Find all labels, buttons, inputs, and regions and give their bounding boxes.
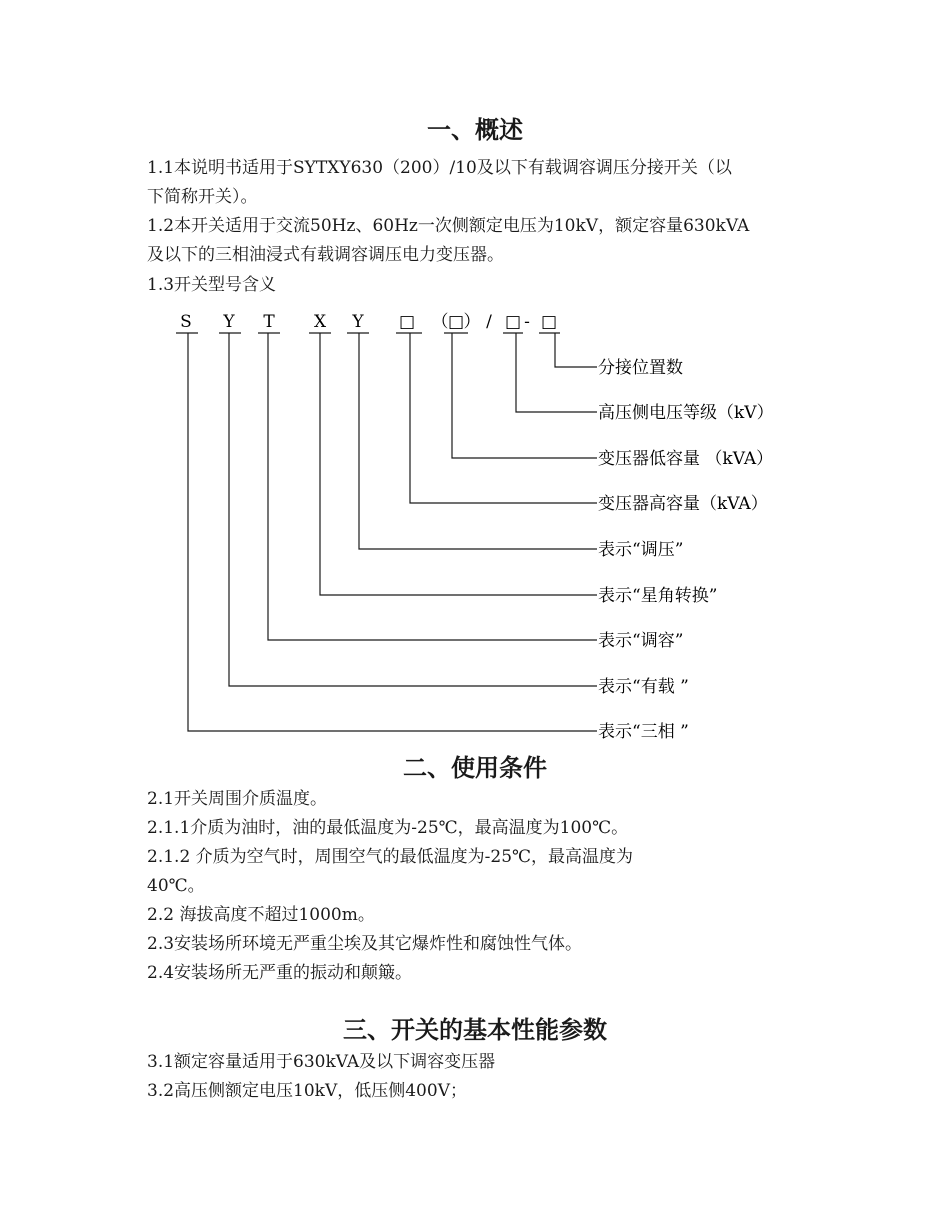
code-dash: - bbox=[524, 312, 530, 332]
legend-voltage-regulation: 表示“调压” bbox=[598, 540, 684, 560]
para-2-2: 2.2 海拔高度不超过1000m。 bbox=[147, 905, 375, 925]
section2-title: 二、使用条件 bbox=[403, 754, 547, 782]
para-2-1-2-line1: 2.1.2 介质为空气时，周围空气的最低温度为-25℃，最高温度为 bbox=[147, 847, 634, 867]
leader-star-delta bbox=[320, 333, 597, 595]
legend-voltage-class: 高压侧电压等级（kV） bbox=[598, 403, 774, 423]
leader-high-capacity bbox=[410, 333, 597, 503]
leader-voltage-class bbox=[516, 333, 597, 412]
code-t: T bbox=[263, 312, 275, 332]
section3-title: 三、开关的基本性能参数 bbox=[343, 1016, 607, 1044]
code-y-onload: Y bbox=[223, 312, 235, 332]
legend-low-capacity: 变压器低容量 （kVA） bbox=[598, 449, 774, 469]
para-2-3: 2.3安装场所环境无严重尘埃及其它爆炸性和腐蚀性气体。 bbox=[147, 934, 583, 954]
code-s: S bbox=[180, 312, 192, 332]
para-1-3: 1.3开关型号含义 bbox=[147, 275, 277, 295]
code-paren-open: （ bbox=[431, 312, 449, 332]
leader-lines bbox=[188, 333, 597, 731]
leader-tap-positions bbox=[555, 333, 597, 367]
leader-three-phase bbox=[188, 333, 597, 731]
leader-capacity-regulation bbox=[268, 333, 597, 640]
legend-capacity-regulation: 表示“调容” bbox=[598, 631, 684, 651]
para-2-4: 2.4安装场所无严重的振动和颠簸。 bbox=[147, 963, 413, 983]
legend-star-delta: 表示“星角转换” bbox=[598, 586, 718, 606]
para-3-2: 3.2高压侧额定电压10kV，低压侧400V； bbox=[147, 1081, 467, 1101]
para-1-2-line2: 及以下的三相油浸式有载调容调压电力变压器。 bbox=[147, 245, 504, 265]
code-box-tap-positions: □ bbox=[540, 312, 558, 332]
code-box-low-capacity: □ bbox=[447, 312, 465, 332]
legend-three-phase: 表示“三相 ” bbox=[598, 722, 689, 742]
para-2-1-2-line2: 40℃。 bbox=[147, 876, 205, 896]
para-1-1-line2: 下简称开关）。 bbox=[147, 187, 258, 207]
section1-title: 一、概述 bbox=[427, 116, 523, 144]
para-1-1-line1: 1.1本说明书适用于SYTXY630（200）/10及以下有载调容调压分接开关（以 bbox=[147, 158, 732, 178]
code-x: X bbox=[313, 312, 327, 332]
para-2-1-1: 2.1.1介质为油时，油的最低温度为-25℃，最高温度为100℃。 bbox=[147, 818, 629, 838]
leader-voltage-regulation bbox=[359, 333, 597, 549]
code-box-voltage-class: □ bbox=[504, 312, 522, 332]
leader-onload bbox=[229, 333, 597, 686]
code-y-voltage: Y bbox=[352, 312, 364, 332]
code-paren-close: ） bbox=[463, 312, 481, 332]
legend-onload: 表示“有载 ” bbox=[598, 677, 689, 697]
para-3-1: 3.1额定容量适用于630kVA及以下调容变压器 bbox=[147, 1052, 496, 1072]
legend-tap-positions: 分接位置数 bbox=[598, 358, 683, 378]
legend-high-capacity: 变压器高容量（kVA） bbox=[598, 494, 768, 514]
code-box-high-capacity: □ bbox=[398, 312, 416, 332]
para-1-2-line1: 1.2本开关适用于交流50Hz、60Hz一次侧额定电压为10kV，额定容量630kVA bbox=[147, 216, 750, 236]
code-slash: / bbox=[486, 312, 492, 332]
para-2-1: 2.1开关周围介质温度。 bbox=[147, 789, 328, 809]
leader-low-capacity bbox=[452, 333, 597, 458]
